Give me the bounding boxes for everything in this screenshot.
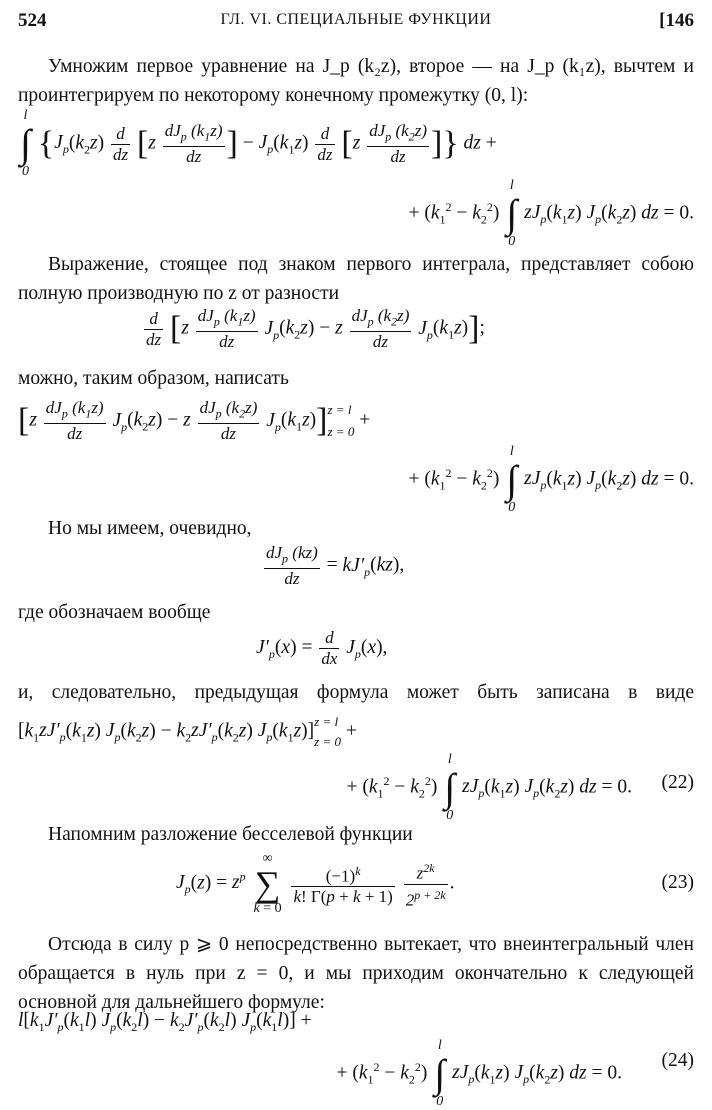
paragraph-2: Выражение, стоящее под знаком первого интеграла, представляет собою полную производную по z от разности (18, 254, 694, 304)
section-number: [146 (659, 10, 694, 31)
equation-number-23: (23) (661, 872, 694, 893)
equation-1-line-1: l ∫ 0 {$J_p(k_2z)$ $\frac{d}{dz}$ [z $\frac{dJ_p (k_1z)}{dz}$ ] − $J_p(k_1z)$ $\frac{d}{dz}$ [z $\frac{dJ_p (k_2z)}{dz}$ ]} dz + (20, 108, 497, 179)
equation-3-line-1: [z $\frac{dJ_p (k_1z)}{dz}$ $J_p(k_2z) - z$ $\frac{dJ_p (k_2z)}{dz}$ $J_p(k_1z)$] z = l z = 0 + (18, 398, 371, 444)
equation-number-24: (24) (661, 1050, 694, 1071)
paragraph-5: где обозначаем вообще (18, 602, 211, 623)
equation-7: $J_p(z) = z^p$ ∞ ∑ k = 0 $\frac{(-1)^k}{k! \Gamma(p + k + 1)}$ $\frac{z^{2k}}{2^{p + 2k}}$ . (176, 851, 455, 916)
equation-4: $\frac{dJ_p (kz)}{dz}$ = $kJ'_p(kz)$, (266, 543, 405, 589)
paragraph-4: Но мы имеем, очевидно, (48, 518, 252, 539)
paragraph-1: Умножим первое уравнение на J_p (k₂z), второе — на J_p (k₁z), вычтем и проинтегрируем по некоторому конечному промежутку (0, l): (18, 56, 694, 106)
paragraph-7: Напомним разложение бесселевой функции (48, 824, 413, 845)
running-title: ГЛ. VI. СПЕЦИАЛЬНЫЕ ФУНКЦИИ (220, 11, 492, 28)
equation-6-line-2: + $(k_1^2 - k_2^2)$ l ∫ 0 $zJ_p(k_1z)$ $J_p(k_2z)$ dz = 0. (346, 752, 632, 823)
paragraph-3: можно, таким образом, написать (18, 368, 289, 389)
equation-2: $\frac{d}{dz}$ [z $\frac{dJ_p (k_1z)}{dz}$ $J_p(k_2z) - z$ $\frac{dJ_p (k_2z)}{dz}$ $J_p(k_1z)$]; (146, 306, 485, 352)
equation-3-line-2: + $(k_1^2 - k_2^2)$ l ∫ 0 $zJ_p(k_1z)$ $J_p(k_2z)$ dz = 0. (408, 444, 694, 515)
equation-8-line-2: + $(k_1^2 - k_2^2)$ l ∫ 0 $zJ_p(k_1z)$ $J_p(k_2z)$ dz = 0. (336, 1038, 622, 1109)
equation-6-line-1: [$k_1zJ'_p(k_1z) J_p(k_2z) - k_2zJ'_p(k_2z)$ $J_p(k_1z)$] z = l z = 0 + (18, 714, 357, 749)
equation-8-line-1: $l[k_1J'_p(k_1l) J_p(k_2l) - k_2J'_p(k_2l) J_p(k_1l)]$ + (18, 1010, 312, 1034)
equation-1-line-2: + $(k_1^2 - k_2^2)$ l ∫ 0 $zJ_p(k_1z)$ $J_p(k_2z)$ dz = 0. (408, 178, 694, 249)
page-header (18, 10, 694, 40)
page-number: 524 (18, 10, 47, 31)
equation-5: $J'_p(x)$ = $\frac{d}{dx}$ $J_p(x)$, (256, 628, 388, 668)
paragraph-8: Отсюда в силу p ⩾ 0 непосредственно вытекает, что внеинтегральный член обращается в нуль при z = 0, и мы приходим окончательно к следующей основной для дальнейшего формуле: (18, 934, 694, 1013)
equation-number-22: (22) (661, 772, 694, 793)
paragraph-6: и, следовательно, предыдущая формула может быть записана в виде (18, 682, 694, 703)
